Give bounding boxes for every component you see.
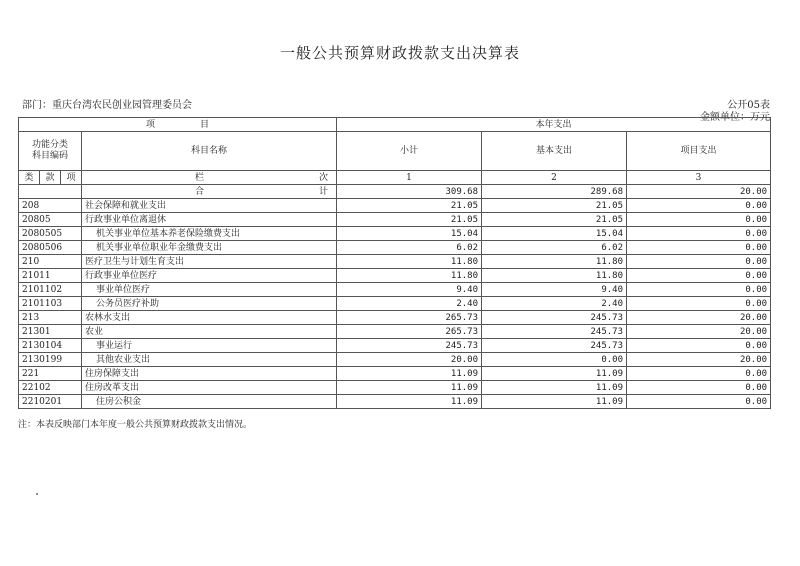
table-note: 注：本表反映部门本年度一般公共预算财政拨款支出情况。 bbox=[18, 420, 253, 430]
table-row bbox=[19, 367, 771, 381]
row-code: 2210201 bbox=[19, 395, 82, 409]
row-basic: 2.40 bbox=[482, 297, 627, 311]
table-row bbox=[19, 311, 771, 325]
lan-label: 栏 bbox=[195, 172, 205, 183]
budget-table bbox=[18, 117, 771, 409]
row-basic: 11.80 bbox=[482, 269, 627, 283]
row-code: 2101102 bbox=[19, 283, 82, 297]
row-basic: 245.73 bbox=[482, 339, 627, 353]
amount-unit: 金额单位：万元 bbox=[700, 112, 770, 123]
row-project: 0.00 bbox=[627, 395, 771, 409]
lan-ci-cell bbox=[82, 171, 337, 185]
he-label: 合 bbox=[195, 186, 205, 197]
row-subtotal: 11.80 bbox=[337, 255, 482, 269]
row-subject-name: 行政事业单位离退休 bbox=[82, 213, 337, 227]
col-index-3: 3 bbox=[627, 171, 771, 185]
header-row-1 bbox=[19, 118, 771, 132]
row-subject-name: 事业单位医疗 bbox=[82, 283, 337, 297]
row-subtotal: 11.09 bbox=[337, 395, 482, 409]
row-project: 0.00 bbox=[627, 367, 771, 381]
row-subject-name: 其他农业支出 bbox=[82, 353, 337, 367]
table-row bbox=[19, 339, 771, 353]
row-subtotal: 11.80 bbox=[337, 269, 482, 283]
row-basic: 6.02 bbox=[482, 241, 627, 255]
table-row bbox=[19, 199, 771, 213]
row-subtotal: 265.73 bbox=[337, 325, 482, 339]
row-subject-name: 住房保障支出 bbox=[82, 367, 337, 381]
row-subtotal: 21.05 bbox=[337, 199, 482, 213]
total-basic: 289.68 bbox=[482, 185, 627, 199]
row-code: 221 bbox=[19, 367, 82, 381]
header-row-2 bbox=[19, 132, 771, 171]
row-basic: 11.09 bbox=[482, 395, 627, 409]
total-project: 20.00 bbox=[627, 185, 771, 199]
table-row bbox=[19, 325, 771, 339]
row-subject-name: 行政事业单位医疗 bbox=[82, 269, 337, 283]
table-row bbox=[19, 395, 771, 409]
row-project: 0.00 bbox=[627, 269, 771, 283]
col-index-2: 2 bbox=[482, 171, 627, 185]
row-subtotal: 11.09 bbox=[337, 381, 482, 395]
table-row bbox=[19, 353, 771, 367]
row-subtotal: 265.73 bbox=[337, 311, 482, 325]
row-subtotal: 9.40 bbox=[337, 283, 482, 297]
row-basic: 21.05 bbox=[482, 213, 627, 227]
row-subject-name: 公务员医疗补助 bbox=[82, 297, 337, 311]
row-subject-name: 农业 bbox=[82, 325, 337, 339]
row-basic: 11.80 bbox=[482, 255, 627, 269]
row-code: 2101103 bbox=[19, 297, 82, 311]
row-subtotal: 15.04 bbox=[337, 227, 482, 241]
row-subtotal: 2.40 bbox=[337, 297, 482, 311]
row-project: 0.00 bbox=[627, 213, 771, 227]
row-basic: 9.40 bbox=[482, 283, 627, 297]
row-code: 21301 bbox=[19, 325, 82, 339]
form-number: 公开05表 bbox=[727, 100, 770, 111]
row-basic: 245.73 bbox=[482, 325, 627, 339]
table-row bbox=[19, 269, 771, 283]
row-project: 20.00 bbox=[627, 325, 771, 339]
row-project: 0.00 bbox=[627, 381, 771, 395]
row-subtotal: 21.05 bbox=[337, 213, 482, 227]
row-project: 20.00 bbox=[627, 353, 771, 367]
table-row bbox=[19, 213, 771, 227]
table-row bbox=[19, 297, 771, 311]
row-subject-name: 住房改革支出 bbox=[82, 381, 337, 395]
he-ji-cell bbox=[82, 185, 337, 199]
total-subtotal: 309.68 bbox=[337, 185, 482, 199]
row-basic: 0.00 bbox=[482, 353, 627, 367]
row-subtotal: 6.02 bbox=[337, 241, 482, 255]
row-basic: 245.73 bbox=[482, 311, 627, 325]
total-row bbox=[19, 185, 771, 199]
row-code: 2080506 bbox=[19, 241, 82, 255]
row-basic: 21.05 bbox=[482, 199, 627, 213]
subject-name-header: 科目名称 bbox=[82, 132, 337, 171]
row-project: 0.00 bbox=[627, 199, 771, 213]
row-code: 2130199 bbox=[19, 353, 82, 367]
page-title: 一般公共预算财政拨款支出决算表 bbox=[279, 44, 520, 62]
ci-label: 次 bbox=[319, 172, 329, 183]
row-basic: 11.09 bbox=[482, 367, 627, 381]
row-project: 0.00 bbox=[627, 255, 771, 269]
lei-header: 类 bbox=[19, 171, 40, 185]
row-project: 0.00 bbox=[627, 339, 771, 353]
xiang-header: 项 bbox=[61, 171, 82, 185]
row-code: 208 bbox=[19, 199, 82, 213]
row-code: 20805 bbox=[19, 213, 82, 227]
row-code: 21011 bbox=[19, 269, 82, 283]
subtotal-header: 小计 bbox=[337, 132, 482, 171]
row-project: 20.00 bbox=[627, 311, 771, 325]
row-basic: 11.09 bbox=[482, 381, 627, 395]
table-row bbox=[19, 227, 771, 241]
row-code: 22102 bbox=[19, 381, 82, 395]
row-subject-name: 机关事业单位基本养老保险缴费支出 bbox=[82, 227, 337, 241]
row-code: 210 bbox=[19, 255, 82, 269]
row-subtotal: 245.73 bbox=[337, 339, 482, 353]
row-project: 0.00 bbox=[627, 283, 771, 297]
func-code-header: 功能分类 科目编码 bbox=[19, 132, 82, 171]
row-subject-name: 事业运行 bbox=[82, 339, 337, 353]
department-label: 部门：重庆台湾农民创业园管理委员会 bbox=[22, 100, 192, 111]
row-subject-name: 农林水支出 bbox=[82, 311, 337, 325]
row-code: 2130104 bbox=[19, 339, 82, 353]
col-index-1: 1 bbox=[337, 171, 482, 185]
row-code: 213 bbox=[19, 311, 82, 325]
row-subject-name: 社会保障和就业支出 bbox=[82, 199, 337, 213]
ji-label: 计 bbox=[319, 186, 329, 197]
table-row bbox=[19, 283, 771, 297]
basic-header: 基本支出 bbox=[482, 132, 627, 171]
row-subtotal: 20.00 bbox=[337, 353, 482, 367]
row-subject-name: 住房公积金 bbox=[82, 395, 337, 409]
table-row bbox=[19, 241, 771, 255]
scan-speck bbox=[36, 493, 38, 495]
row-project: 0.00 bbox=[627, 227, 771, 241]
project-header: 项目支出 bbox=[627, 132, 771, 171]
row-subject-name: 医疗卫生与计划生育支出 bbox=[82, 255, 337, 269]
row-project: 0.00 bbox=[627, 297, 771, 311]
row-code: 2080505 bbox=[19, 227, 82, 241]
table-row bbox=[19, 381, 771, 395]
this-year-header: 本年支出 bbox=[337, 118, 771, 132]
row-project: 0.00 bbox=[627, 241, 771, 255]
column-index-row bbox=[19, 171, 771, 185]
item-header: 项 目 bbox=[19, 118, 337, 132]
kuan-header: 款 bbox=[40, 171, 61, 185]
row-subtotal: 11.09 bbox=[337, 367, 482, 381]
table-row bbox=[19, 255, 771, 269]
row-basic: 15.04 bbox=[482, 227, 627, 241]
row-subject-name: 机关事业单位职业年金缴费支出 bbox=[82, 241, 337, 255]
